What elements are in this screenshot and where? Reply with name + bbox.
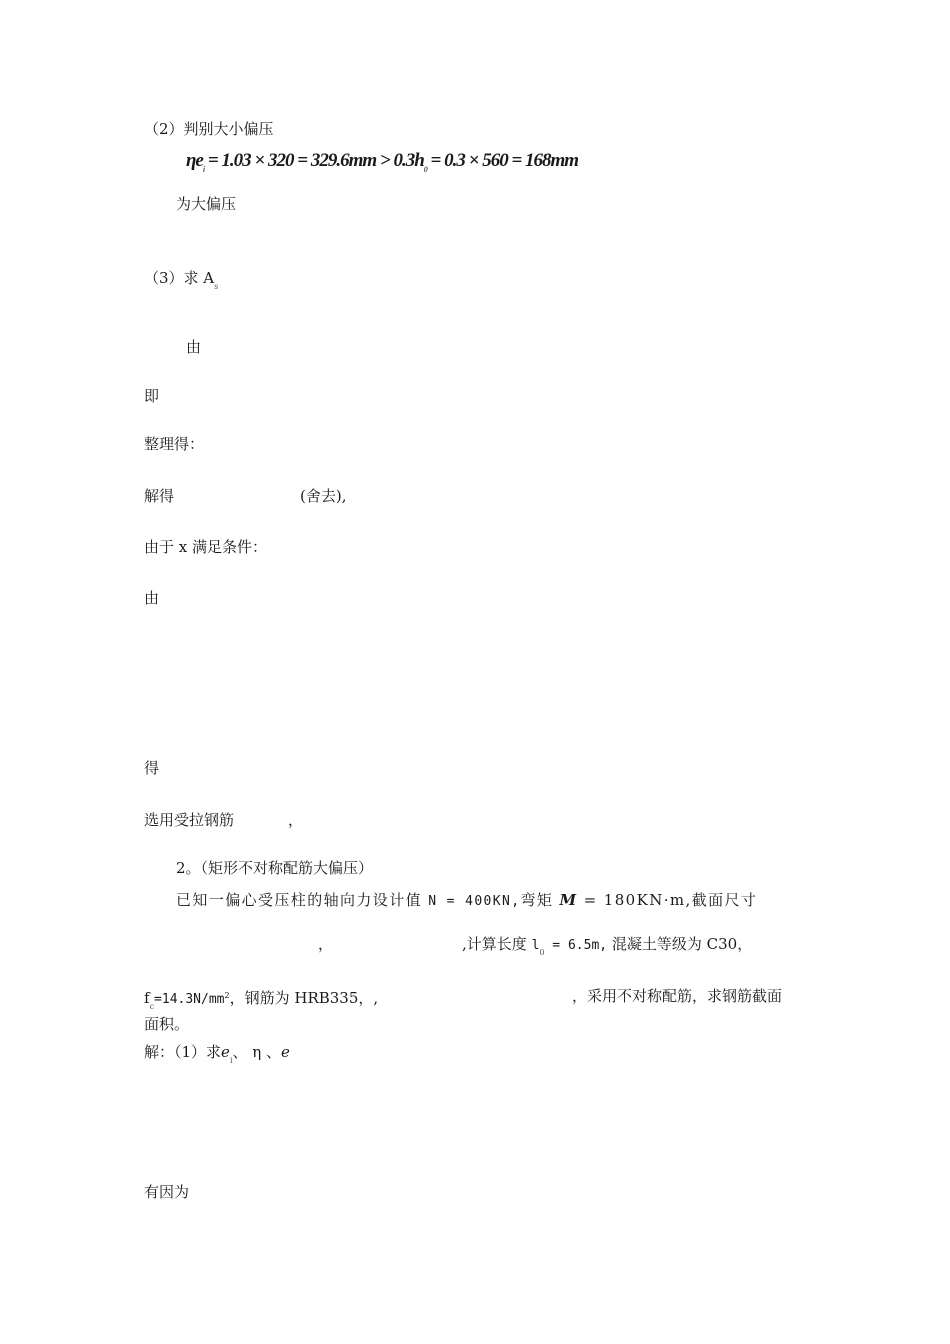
text-you-1: 由 — [186, 338, 202, 356]
section-3-heading — [144, 268, 218, 297]
formula-sub-0: 0 — [423, 165, 427, 174]
solution-ei-sub: i — [229, 1056, 233, 1065]
formula-sub-i: i — [202, 165, 205, 174]
p2-fc-line — [144, 986, 378, 1017]
p2-concrete-grade: 混凝土等级为 C30， — [611, 935, 753, 953]
section-3-sub: s — [214, 282, 219, 291]
p2-fc-sup: 2 — [224, 991, 230, 1000]
text-zhengli: 整理得： — [144, 435, 205, 453]
p2-area: 面积。 — [144, 1015, 190, 1033]
solution-eta: 、 η 、 — [232, 1043, 282, 1061]
p2-section-size-label: 截面尺寸 — [691, 891, 758, 909]
text-select-steel: 选用受拉钢筋 — [144, 811, 235, 829]
p2-fc-sub: c — [149, 1002, 155, 1011]
p2-moment-value: = 180KN·m, — [577, 891, 692, 909]
p2-fc-value: =14.3N/mm — [154, 992, 225, 1007]
text-jiede: 解得 — [144, 487, 175, 505]
p2-calc-length-label: ,计算长度 — [462, 935, 527, 953]
text-you-2: 由 — [144, 589, 160, 607]
formula-eta-e: ηe — [186, 150, 203, 171]
formula-part-a: = 1.03 × 320 = 329.6mm > 0.3h — [204, 150, 424, 171]
problem-2-line-1 — [176, 890, 757, 912]
p2-asymmetric: ，采用不对称配筋，求钢筋截面 — [572, 987, 783, 1005]
p2-moment-label: 弯矩 — [520, 891, 554, 909]
text-de: 得 — [144, 759, 160, 777]
p2-calc-length — [462, 934, 752, 963]
formula-part-b: = 0.3 × 560 = 168mm — [426, 150, 579, 171]
p2-steel-grade: ，钢筋为 HRB335，, — [229, 989, 379, 1007]
p2-fc-symbol: f — [144, 989, 150, 1007]
text-select-comma: ， — [288, 811, 304, 829]
p2-axial-value: N = 400KN, — [428, 894, 521, 909]
p2-l-symbol: l — [531, 938, 540, 953]
p2-comma-1: ， — [318, 935, 334, 953]
big-eccentric-conclusion: 为大偏压 — [176, 195, 237, 213]
section-2-heading: （2）判别大小偏压 — [144, 120, 274, 138]
text-discard: (舍去), — [300, 487, 347, 505]
text-ji: 即 — [144, 387, 160, 405]
solution-ei-symbol: e — [221, 1043, 230, 1061]
section-3-text: （3）求 A — [144, 269, 215, 287]
text-condition: 由于 x 满足条件： — [144, 538, 267, 556]
solution-e-symbol: e — [281, 1043, 290, 1061]
problem-2-title: 2。（矩形不对称配筋大偏压） — [176, 859, 374, 877]
p2-axial-label: 已知一偏心受压柱的轴向力设计值 — [176, 891, 423, 909]
eccentricity-formula — [186, 150, 578, 174]
p2-l-sub: 0 — [539, 948, 545, 957]
p2-moment-symbol: M — [559, 891, 578, 909]
p2-l-value: = 6.5m, — [544, 938, 608, 953]
solution-line — [144, 1042, 290, 1071]
solution-step-1: 解：（1）求 — [144, 1043, 222, 1061]
text-youyinwei: 有因为 — [144, 1183, 190, 1201]
